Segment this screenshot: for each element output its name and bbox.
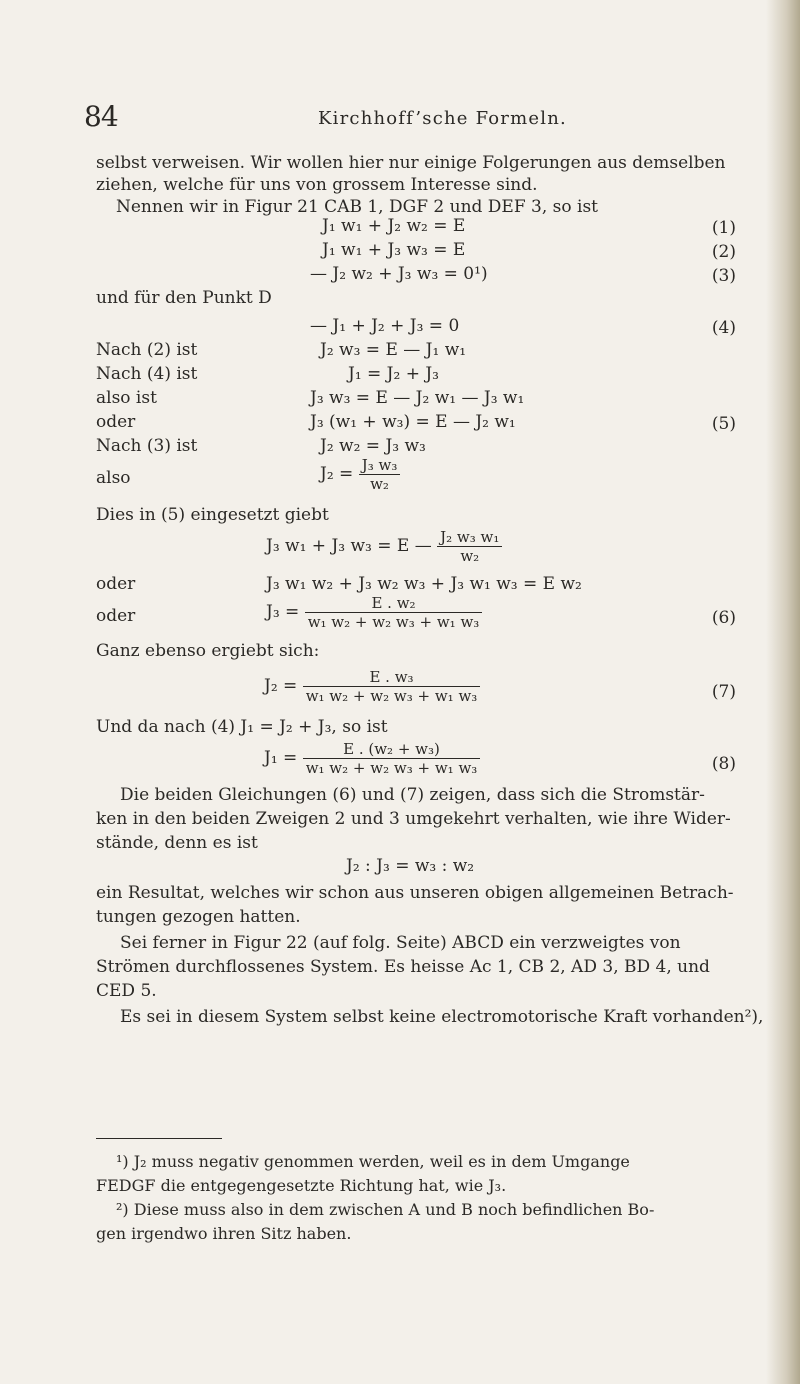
paragraph-3-line-3: CED 5. bbox=[96, 981, 157, 1001]
equation-3: — J₂ w₂ + J₃ w₃ = 0¹) bbox=[310, 264, 488, 284]
intro-line-1: selbst verweisen. Wir wollen hier nur einige Folgerungen aus demselben bbox=[96, 153, 726, 173]
equation-8 bbox=[264, 740, 480, 777]
footnote-1-line-2: FEDGF die entgegengesetzte Richtung hat, wie J₃. bbox=[96, 1176, 507, 1195]
intro-line-3: Nennen wir in Figur 21 CAB 1, DGF 2 und DEF 3, so ist bbox=[116, 197, 599, 217]
label-oder-2: oder bbox=[96, 574, 136, 594]
equation-nach-3: J₂ w₂ = J₃ w₃ bbox=[320, 436, 426, 456]
footnote-1-line-1: ¹) J₂ muss negativ genommen werden, weil es in dem Umgange bbox=[116, 1152, 630, 1171]
page-number: 84 bbox=[84, 100, 118, 133]
running-title: Kirchhoff’sche Formeln. bbox=[318, 108, 567, 129]
substituted-numerator: J₂ w₃ w₁ bbox=[437, 528, 502, 547]
label-nach-2: Nach (2) ist bbox=[96, 340, 198, 360]
equation-1: J₁ w₁ + J₂ w₂ = E bbox=[322, 216, 466, 236]
equation-nach-2: J₂ w₃ = E — J₁ w₁ bbox=[320, 340, 467, 360]
equation-oder-1: J₃ (w₁ + w₃) = E — J₂ w₁ bbox=[310, 412, 516, 432]
equation-7-fraction bbox=[303, 668, 481, 705]
also-fraction bbox=[359, 456, 401, 493]
label-oder-1: oder bbox=[96, 412, 136, 432]
equation-oder-2: J₃ w₁ w₂ + J₃ w₂ w₃ + J₃ w₁ w₃ = E w₂ bbox=[266, 574, 582, 594]
label-nach-3: Nach (3) ist bbox=[96, 436, 198, 456]
footnote-2-line-2: gen irgendwo ihren Sitz haben. bbox=[96, 1224, 352, 1243]
equation-6-denominator: w₁ w₂ + w₂ w₃ + w₁ w₃ bbox=[307, 613, 480, 631]
paragraph-3-line-1: Sei ferner in Figur 22 (auf folg. Seite) ABCD ein verzweigtes von bbox=[120, 933, 681, 953]
equation-also-ist: J₃ w₃ = E — J₂ w₁ — J₃ w₁ bbox=[310, 388, 525, 408]
equation-6-lhs: J₃ = bbox=[266, 602, 300, 622]
also-lhs: J₂ = bbox=[320, 464, 354, 484]
equation-number-3: (3) bbox=[711, 266, 736, 286]
equation-6-numerator: E . w₂ bbox=[305, 594, 483, 613]
equation-7 bbox=[264, 668, 480, 705]
also-numerator: J₃ w₃ bbox=[359, 456, 401, 475]
substituted-fraction bbox=[437, 528, 502, 565]
equation-6-fraction bbox=[305, 594, 483, 631]
equation-number-2: (2) bbox=[711, 242, 736, 262]
substituted-lhs: J₃ w₁ + J₃ w₃ = E — bbox=[266, 536, 432, 556]
paragraph-2-line-1: ein Resultat, welches wir schon aus unseren obigen allgemeinen Betrach- bbox=[96, 883, 734, 903]
label-nach-4: Nach (4) ist bbox=[96, 364, 198, 384]
equation-also-fraction bbox=[320, 456, 400, 493]
equation-number-1: (1) bbox=[711, 218, 736, 238]
equation-substituted bbox=[266, 528, 502, 565]
running-head bbox=[84, 100, 720, 140]
ratio-equation: J₂ : J₃ = w₃ : w₂ bbox=[346, 856, 475, 876]
label-oder-3: oder bbox=[96, 606, 136, 626]
paragraph-1-line-2: ken in den beiden Zweigen 2 und 3 umgekehrt verhalten, wie ihre Wider- bbox=[96, 809, 731, 829]
equation-7-numerator: E . w₃ bbox=[303, 668, 481, 687]
also-denominator: w₂ bbox=[370, 475, 389, 493]
intro-line-2: ziehen, welche für uns von grossem Interesse sind. bbox=[96, 175, 538, 195]
equation-number-8: (8) bbox=[711, 754, 736, 774]
equation-number-4: (4) bbox=[711, 318, 736, 338]
label-punkt-d: und für den Punkt D bbox=[96, 288, 272, 308]
equation-6 bbox=[266, 594, 482, 631]
equation-number-6: (6) bbox=[711, 608, 736, 628]
equation-4: — J₁ + J₂ + J₃ = 0 bbox=[310, 316, 460, 336]
substituted-denominator: w₂ bbox=[460, 547, 480, 565]
equation-2: J₁ w₁ + J₃ w₃ = E bbox=[322, 240, 466, 260]
paragraph-4: Es sei in diesem System selbst keine electromotorische Kraft vorhanden²), bbox=[120, 1007, 764, 1027]
paragraph-2-line-2: tungen gezogen hatten. bbox=[96, 907, 301, 927]
ganz-text: Ganz ebenso ergiebt sich: bbox=[96, 641, 320, 661]
label-also-ist: also ist bbox=[96, 388, 157, 408]
equation-number-5: (5) bbox=[711, 414, 736, 434]
dies-text: Dies in (5) eingesetzt giebt bbox=[96, 505, 329, 525]
equation-8-denominator: w₁ w₂ + w₂ w₃ + w₁ w₃ bbox=[305, 759, 478, 777]
equation-8-lhs: J₁ = bbox=[264, 748, 298, 768]
equation-number-7: (7) bbox=[711, 682, 736, 702]
footnote-rule bbox=[96, 1138, 222, 1139]
equation-7-denominator: w₁ w₂ + w₂ w₃ + w₁ w₃ bbox=[305, 687, 478, 705]
label-also: also bbox=[96, 468, 131, 488]
paragraph-1-line-3: stände, denn es ist bbox=[96, 833, 258, 853]
equation-nach-4: J₁ = J₂ + J₃ bbox=[348, 364, 439, 384]
paragraph-1-line-1: Die beiden Gleichungen (6) und (7) zeigen, dass sich die Stromstär- bbox=[120, 785, 705, 805]
footnote-2-line-1: ²) Diese muss also in dem zwischen A und B noch befindlichen Bo- bbox=[116, 1200, 655, 1219]
paragraph-3-line-2: Strömen durchflossenes System. Es heisse Ac 1, CB 2, AD 3, BD 4, und bbox=[96, 957, 710, 977]
equation-8-numerator: E . (w₂ + w₃) bbox=[303, 740, 481, 759]
und-text: Und da nach (4) J₁ = J₂ + J₃, so ist bbox=[96, 717, 388, 737]
page-edge-shadow bbox=[766, 0, 800, 1384]
equation-8-fraction bbox=[303, 740, 481, 777]
equation-7-lhs: J₂ = bbox=[264, 676, 298, 696]
